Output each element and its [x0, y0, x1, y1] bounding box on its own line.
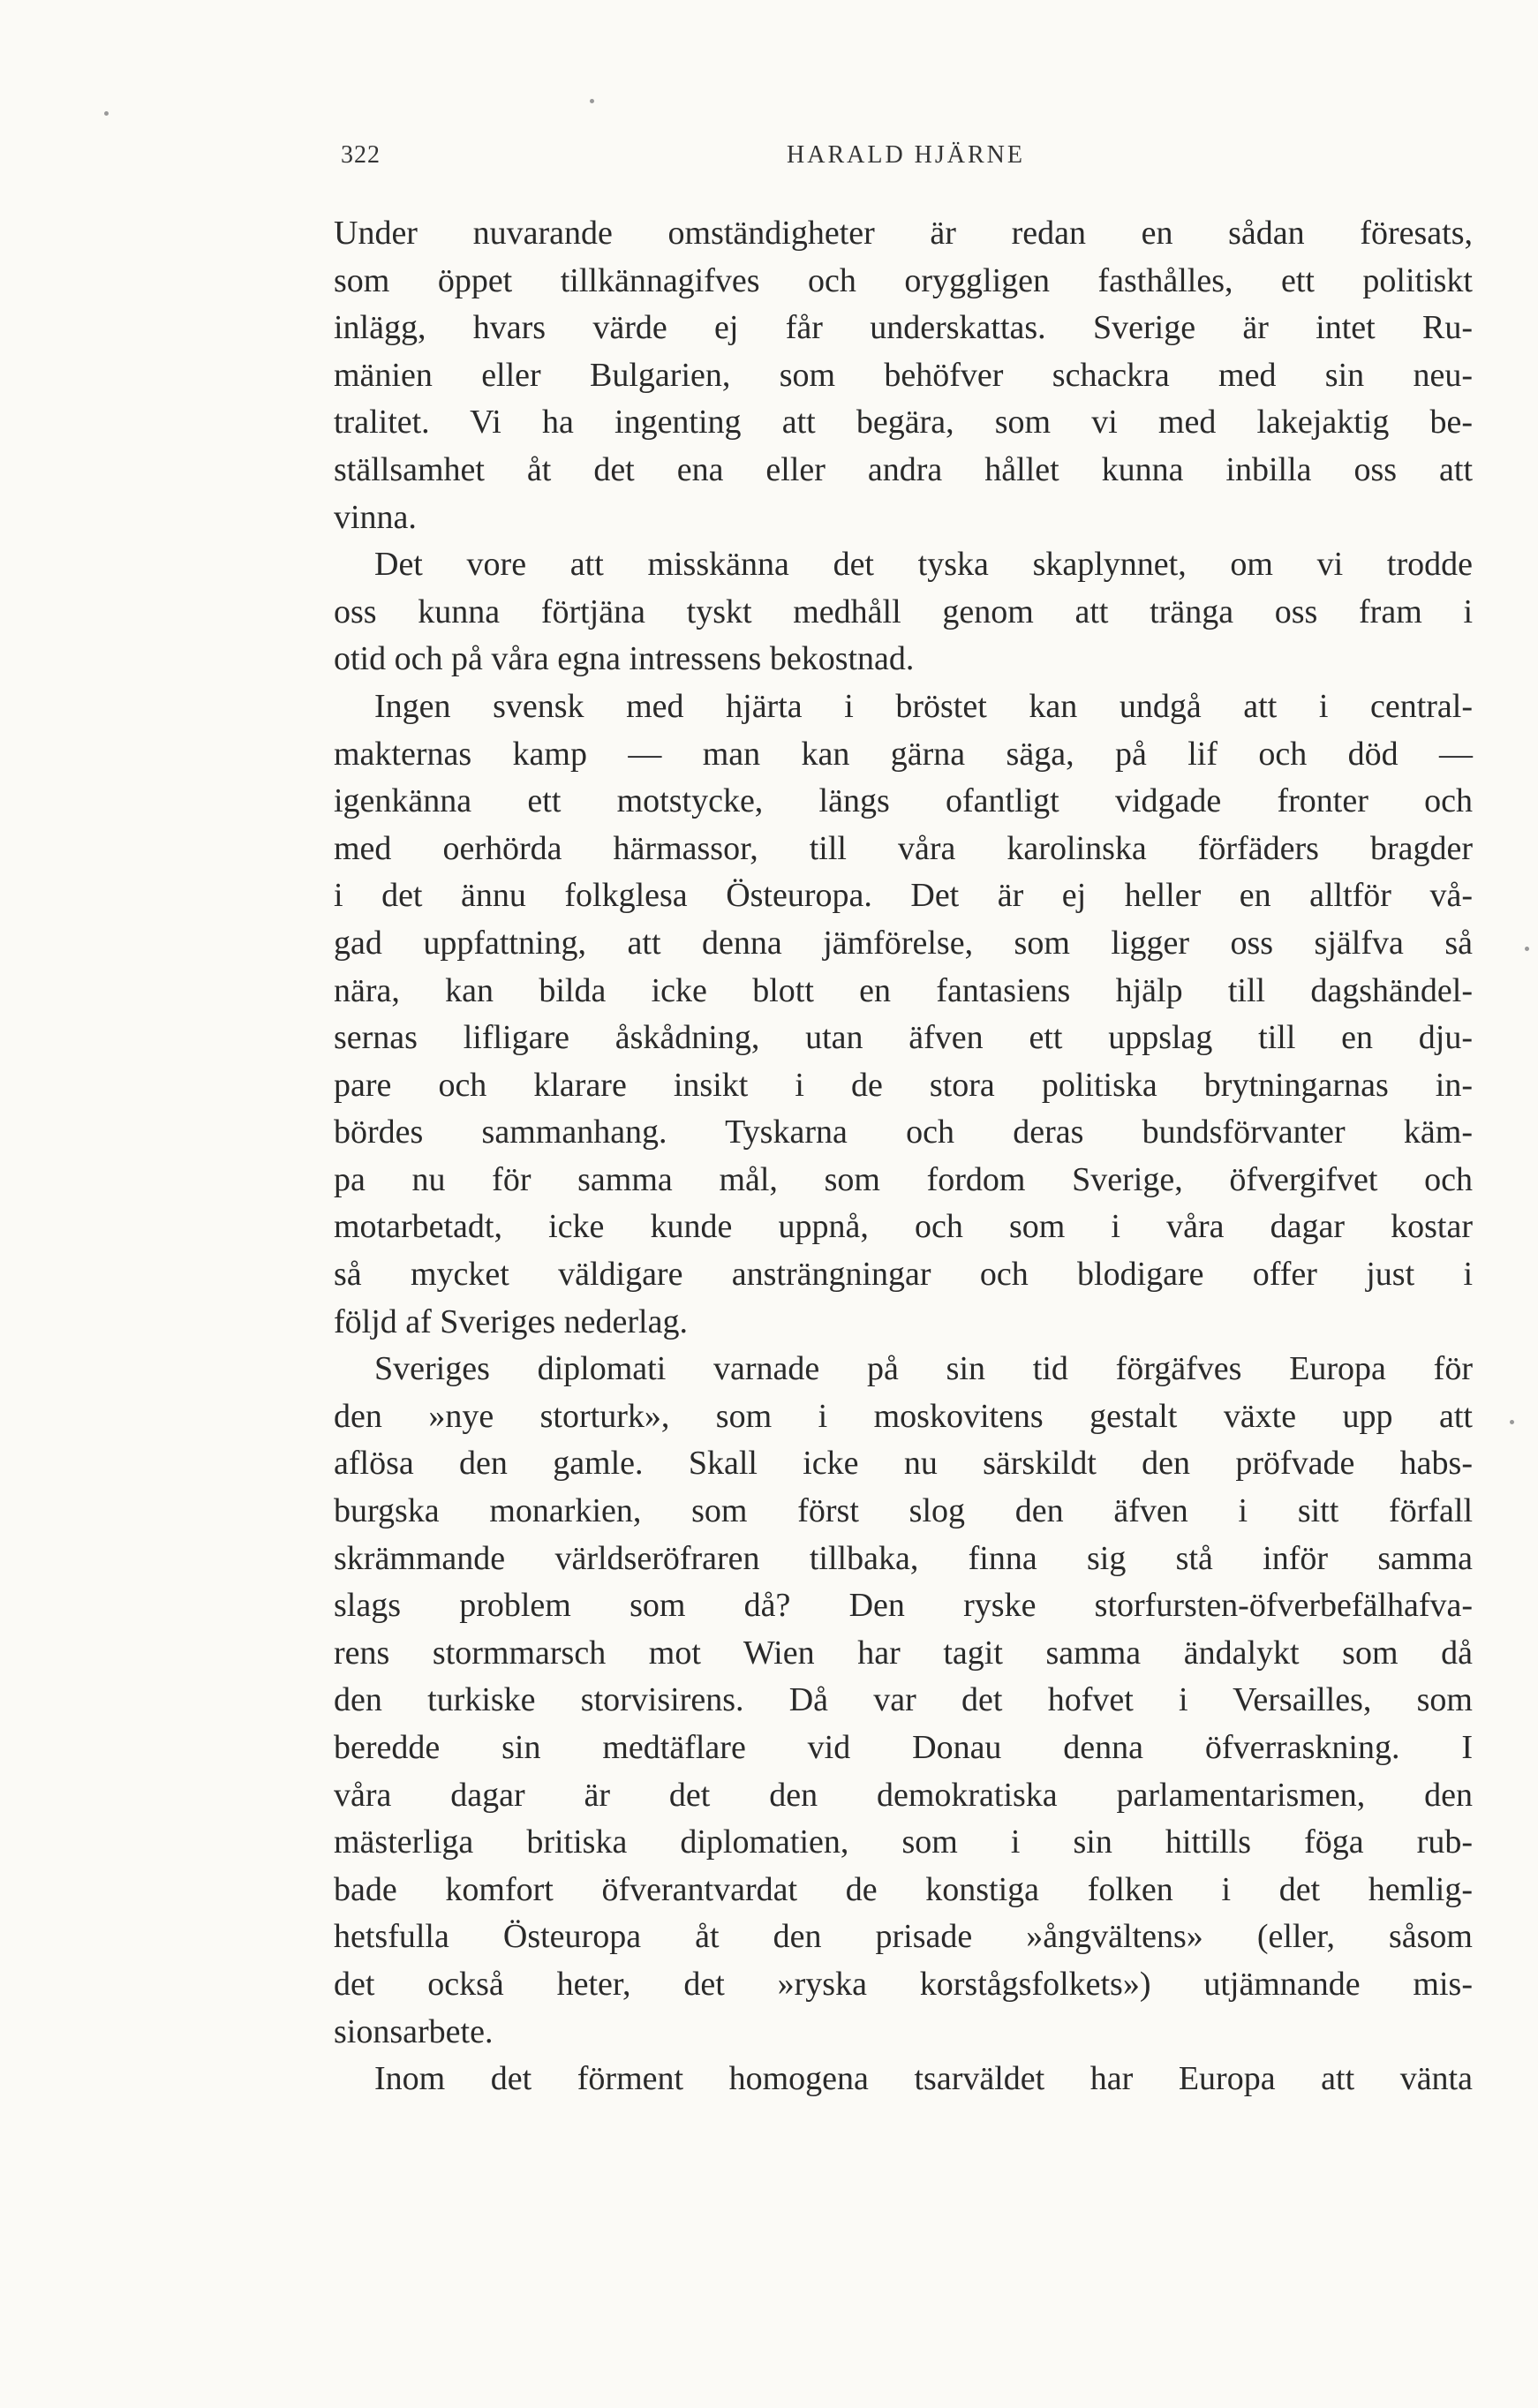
text-line: makternas kamp — man kan gärna säga, på lif och död — [334, 735, 1473, 773]
paper-speck [1510, 1420, 1514, 1424]
text-line: tralitet. Vi ha ingenting att begära, som vi med lakejaktig be- [334, 404, 1473, 442]
text-line: sernas lifligare åskådning, utan äfven ett uppslag till en dju- [334, 1019, 1473, 1057]
text-line: Under nuvarande omständigheter är redan en sådan föresats, [334, 215, 1473, 252]
text-line: Ingen svensk med hjärta i bröstet kan undgå att i central- [374, 687, 1473, 725]
text-line: gad uppfattning, att denna jämförelse, som ligger oss själfva så [334, 924, 1473, 962]
paper-speck [104, 111, 109, 116]
text-line: ställsamhet åt det ena eller andra hållet kunna inbilla oss att [334, 450, 1473, 488]
text-line: i det ännu folkglesa Östeuropa. Det är ej heller en alltför vå- [334, 877, 1473, 915]
text-line: mänien eller Bulgarien, som behöfver schackra med sin neu- [334, 356, 1473, 394]
text-line: beredde sin medtäflare vid Donau denna öfverraskning. I [334, 1729, 1473, 1766]
text-line: inlägg, hvars värde ej får underskattas. Sverige är intet Ru- [334, 309, 1473, 347]
text-line: Inom det förment homogena tsarväldet har Europa att vänta [374, 2060, 1473, 2098]
page-number: 322 [341, 141, 381, 169]
text-line: den »nye storturk», som i moskovitens gestalt växte upp att [334, 1397, 1473, 1435]
text-line: igenkänna ett motstycke, längs ofantligt vidgade fronter och [334, 782, 1473, 820]
text-line: bade komfort öfverantvardat de konstiga folken i det hemlig- [334, 1870, 1473, 1908]
running-head: HARALD HJÄRNE [787, 141, 1025, 169]
paper-speck [1525, 947, 1529, 951]
text-line: så mycket väldigare ansträngningar och blodigare offer just i [334, 1256, 1473, 1294]
text-line: Sveriges diplomati varnade på sin tid förgäfves Europa för [374, 1350, 1473, 1388]
text-line: som öppet tillkännagifves och oryggligen fasthålles, ett politiskt [334, 261, 1473, 299]
text-line: pa nu för samma mål, som fordom Sverige, öfvergifvet och [334, 1160, 1473, 1198]
text-line: nära, kan bilda icke blott en fantasiens hjälp till dagshändel- [334, 971, 1473, 1009]
text-line: hetsfulla Östeuropa åt den prisade »ångvältens» (eller, såsom [334, 1918, 1473, 1956]
text-line: slags problem som då? Den ryske storfursten-öfverbefälhafva- [334, 1587, 1473, 1625]
text-line: våra dagar är det den demokratiska parlamentarismen, den [334, 1776, 1473, 1814]
text-line: det också heter, det »ryska korstågsfolkets») utjämnande mis- [334, 1965, 1473, 2003]
text-line: otid och på våra egna intressens bekostnad. [334, 640, 915, 678]
text-line: följd af Sveriges nederlag. [334, 1302, 688, 1340]
text-line: den turkiske storvisirens. Då var det hofvet i Versailles, som [334, 1681, 1473, 1719]
text-line: motarbetadt, icke kunde uppnå, och som i våra dagar kostar [334, 1208, 1473, 1246]
text-line: skrämmande världseröfraren tillbaka, finna sig stå inför samma [334, 1539, 1473, 1577]
body-text [334, 210, 1473, 2103]
text-line: vinna. [334, 498, 417, 536]
text-line: Det vore att misskänna det tyska skaplynnet, om vi trodde [374, 546, 1473, 584]
text-line: mästerliga britiska diplomatien, som i sin hittills föga rub- [334, 1823, 1473, 1861]
text-line: aflösa den gamle. Skall icke nu särskildt den pröfvade habs- [334, 1445, 1473, 1483]
text-line: oss kunna förtjäna tyskt medhåll genom att tränga oss fram i [334, 593, 1473, 630]
page-header [341, 141, 1471, 177]
text-line: med oerhörda härmassor, till våra karolinska förfäders bragder [334, 829, 1473, 867]
paper-speck [590, 99, 594, 103]
text-line: rens stormmarsch mot Wien har tagit samma ändalykt som då [334, 1634, 1473, 1672]
text-line: bördes sammanhang. Tyskarna och deras bundsförvanter käm- [334, 1113, 1473, 1151]
text-line: pare och klarare insikt i de stora politiska brytningarnas in- [334, 1066, 1473, 1104]
text-line: sionsarbete. [334, 2012, 494, 2050]
text-line: burgska monarkien, som först slog den äfven i sitt förfall [334, 1492, 1473, 1530]
